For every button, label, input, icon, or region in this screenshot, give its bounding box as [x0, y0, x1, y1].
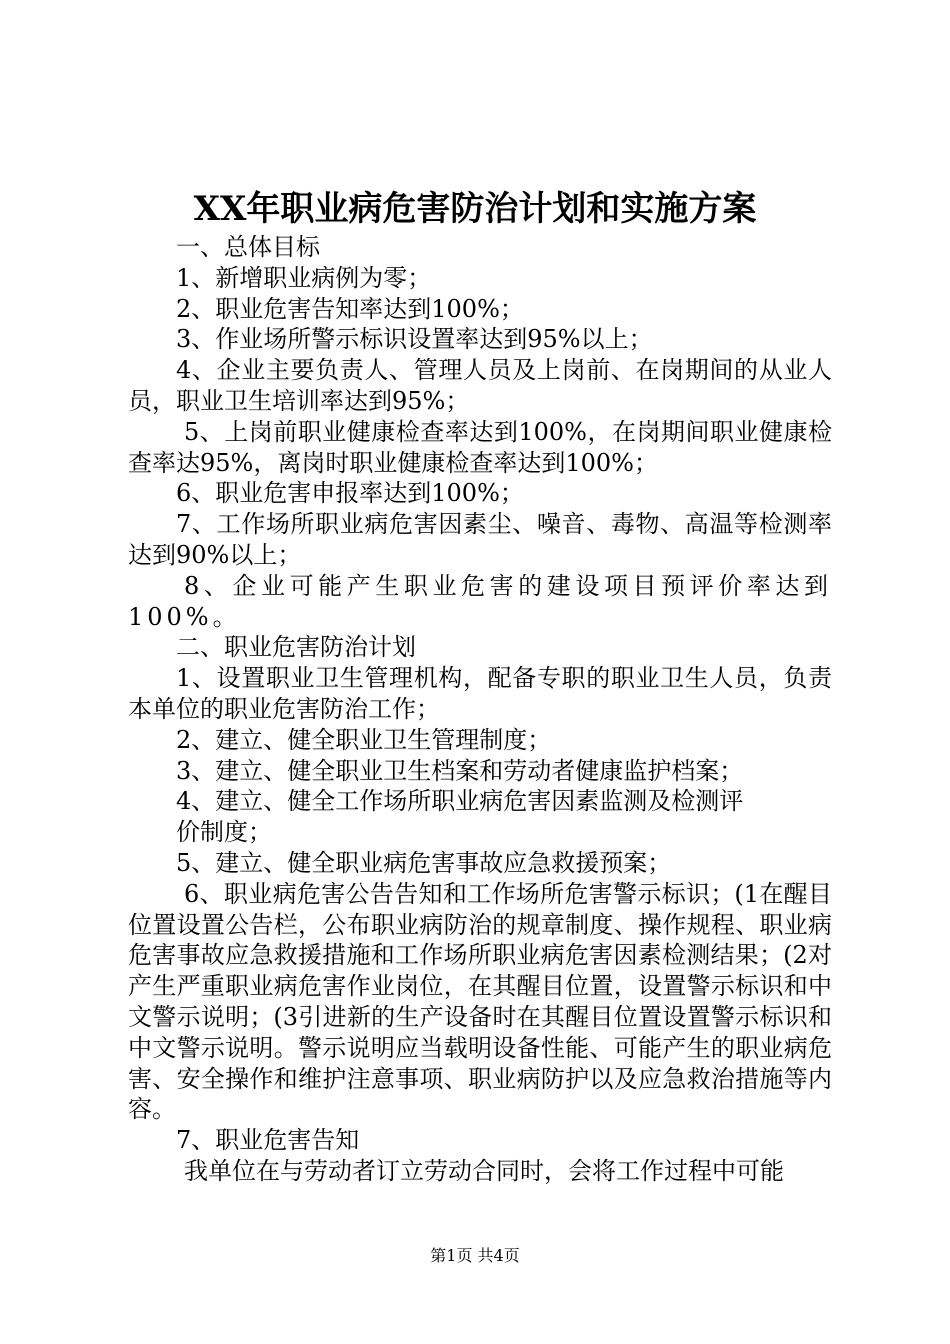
paragraph: 4、企业主要负责人、管理人员及上岗前、在岗期间的从业人员，职业卫生培训率达到95%；	[128, 356, 832, 415]
paragraph: 3、建立、健全职业卫生档案和劳动者健康监护档案；	[176, 756, 744, 785]
paragraph: 7、职业危害告知	[176, 1126, 360, 1155]
paragraph: 5、上岗前职业健康检查率达到100%，在岗期间职业健康检查率达95%，离岗时职业健康检查率达到100%；	[128, 417, 832, 477]
paragraph: 2、职业危害告知率达到100%；	[176, 294, 524, 323]
paragraph: 8、企业可能产生职业危害的建设项目预评价率达到100%。	[128, 571, 832, 631]
document-title: XX年职业病危害防治计划和实施方案	[193, 189, 757, 229]
paragraph: 1、新增职业病例为零；	[176, 263, 432, 292]
paragraph: 3、作业场所警示标识设置率达到95%以上；	[176, 325, 653, 354]
page-number: 第1页 共4页	[430, 1246, 520, 1265]
document-body	[128, 232, 832, 1187]
section-heading-plan: 二、职业危害防治计划	[176, 633, 416, 662]
paragraph: 6、职业病危害公告告知和工作场所危害警示标识；(1在醒目位置设置公告栏，公布职业病防治的规章制度、操作规程、职业病危害事故应急救援措施和工作场所职业病危害因素检测结果；(2对产生严重职业病危害作业岗位，在其醒目位置，设置警示标识和中文警示说明；(3引进新的生产设备时在其醒目位置设置警示标识和中文警示说明。警示说明应当载明设备性能、可能产生的职业病危害、安全操作和维护注意事项、职业病防护以及应急救治措施等内容。	[128, 879, 832, 1124]
paragraph: 7、工作场所职业病危害因素尘、噪音、毒物、高温等检测率达到90%以上；	[128, 510, 832, 569]
paragraph: 6、职业危害申报率达到100%；	[176, 479, 524, 508]
section-heading-goals: 一、总体目标	[176, 233, 320, 261]
paragraph: 5、建立、健全职业病危害事故应急救援预案；	[176, 848, 672, 877]
paragraph: 2、建立、健全职业卫生管理制度；	[176, 725, 552, 754]
paragraph: 4、建立、健全工作场所职业病危害因素监测及检测评	[176, 787, 744, 816]
paragraph: 我单位在与劳动者订立劳动合同时，会将工作过程中可能	[184, 1156, 784, 1185]
paragraph-continuation: 价制度；	[176, 818, 272, 847]
paragraph: 1、设置职业卫生管理机构，配备专职的职业卫生人员，负责本单位的职业危害防治工作；	[128, 664, 832, 723]
